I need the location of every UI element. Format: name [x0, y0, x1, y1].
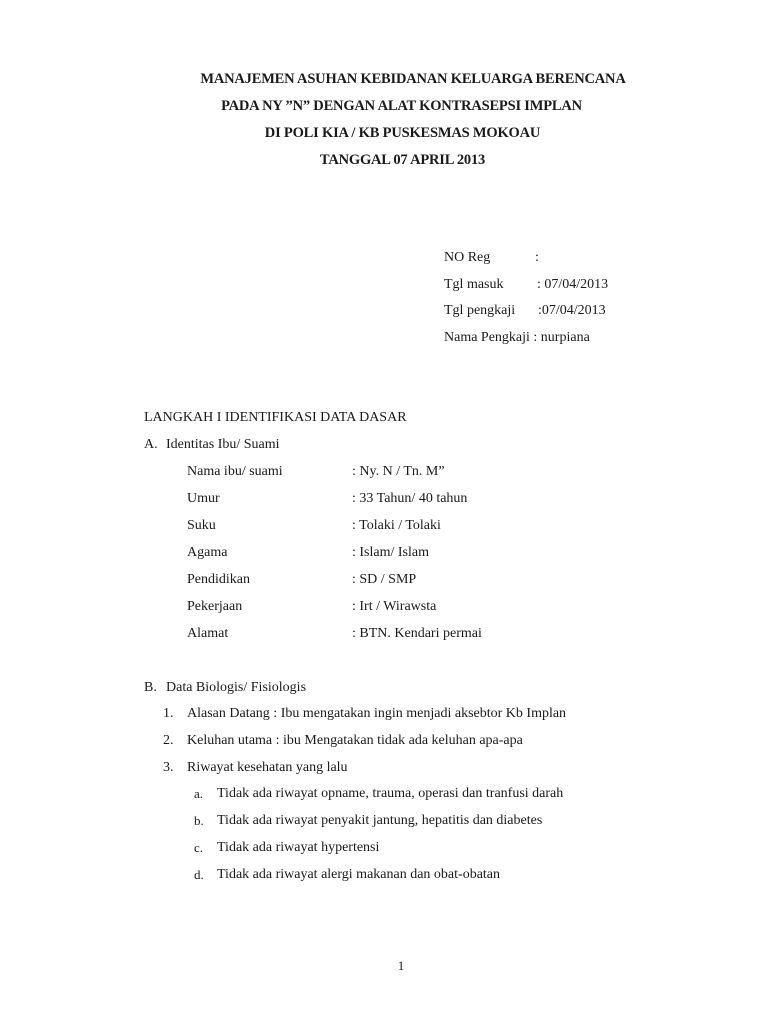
- document-title: [0, 66, 768, 174]
- identity-value: : SD / SMP: [352, 572, 417, 587]
- identity-value: : BTN. Kendari permai: [352, 626, 482, 641]
- sublist-item-text: Tidak ada riwayat opname, trauma, operasi dan tranfusi darah: [217, 786, 564, 801]
- sublist-item-letter: c.: [194, 840, 204, 855]
- identity-value: : Islam/ Islam: [352, 545, 429, 560]
- identity-label: Suku: [187, 518, 216, 533]
- identity-value: : 33 Tahun/ 40 tahun: [352, 491, 468, 506]
- sublist-item-text: Tidak ada riwayat penyakit jantung, hepatitis dan diabetes: [217, 813, 543, 828]
- identity-label: Alamat: [187, 626, 229, 641]
- sublist-item-letter: d.: [194, 867, 204, 882]
- title-line-3: DI POLI KIA / KB PUSKESMAS MOKOAU: [264, 125, 541, 141]
- identity-label: Nama ibu/ suami: [187, 464, 283, 479]
- no-reg-value: :: [535, 250, 539, 265]
- list-item-text: Alasan Datang : Ibu mengatakan ingin menjadi aksebtor Kb Implan: [187, 706, 567, 721]
- identity-value: : Ny. N / Tn. M”: [352, 464, 445, 479]
- title-line-1: MANAJEMEN ASUHAN KEBIDANAN KELUARGA BERENCANA: [200, 71, 626, 87]
- identity-label: Pendidikan: [187, 572, 250, 587]
- list-item-number: 2.: [163, 733, 174, 748]
- identity-label: Agama: [187, 545, 228, 560]
- sublist-item-letter: b.: [194, 813, 204, 828]
- identity-label: Pekerjaan: [187, 599, 243, 614]
- section-heading: LANGKAH I IDENTIFIKASI DATA DASAR: [144, 410, 407, 425]
- identity-value: : Irt / Wirawsta: [352, 599, 437, 614]
- list-item-text: Keluhan utama : ibu Mengatakan tidak ada keluhan apa-apa: [187, 733, 523, 748]
- list-item-text: Riwayat kesehatan yang lalu: [187, 760, 348, 775]
- page-number: 1: [397, 958, 405, 973]
- no-reg-label: NO Reg: [444, 250, 491, 265]
- section-a-title: Identitas Ibu/ Suami: [166, 437, 280, 452]
- section-b-marker: B.: [144, 680, 157, 695]
- sublist-item-letter: a.: [194, 786, 204, 801]
- sublist-item-text: Tidak ada riwayat alergi makanan dan obat-obatan: [217, 867, 501, 882]
- title-line-2: PADA NY ”N” DENGAN ALAT KONTRASEPSI IMPLAN: [221, 98, 582, 114]
- nama-pengkaji: Nama Pengkaji : nurpiana: [444, 329, 590, 345]
- section-a-marker: A.: [144, 437, 158, 452]
- tgl-pengkaji-value: :07/04/2013: [538, 303, 606, 318]
- title-line-4: TANGGAL 07 APRIL 2013: [319, 152, 486, 168]
- list-item-number: 3.: [163, 760, 174, 775]
- tgl-masuk-value: : 07/04/2013: [537, 276, 609, 292]
- identity-label: Umur: [187, 491, 220, 506]
- identity-value: : Tolaki / Tolaki: [352, 518, 441, 533]
- list-item-number: 1.: [163, 706, 174, 721]
- sublist-item-text: Tidak ada riwayat hypertensi: [217, 840, 380, 855]
- tgl-pengkaji-label: Tgl pengkaji: [444, 303, 516, 318]
- tgl-masuk-label: Tgl masuk: [444, 276, 504, 292]
- section-b-title: Data Biologis/ Fisiologis: [166, 680, 307, 695]
